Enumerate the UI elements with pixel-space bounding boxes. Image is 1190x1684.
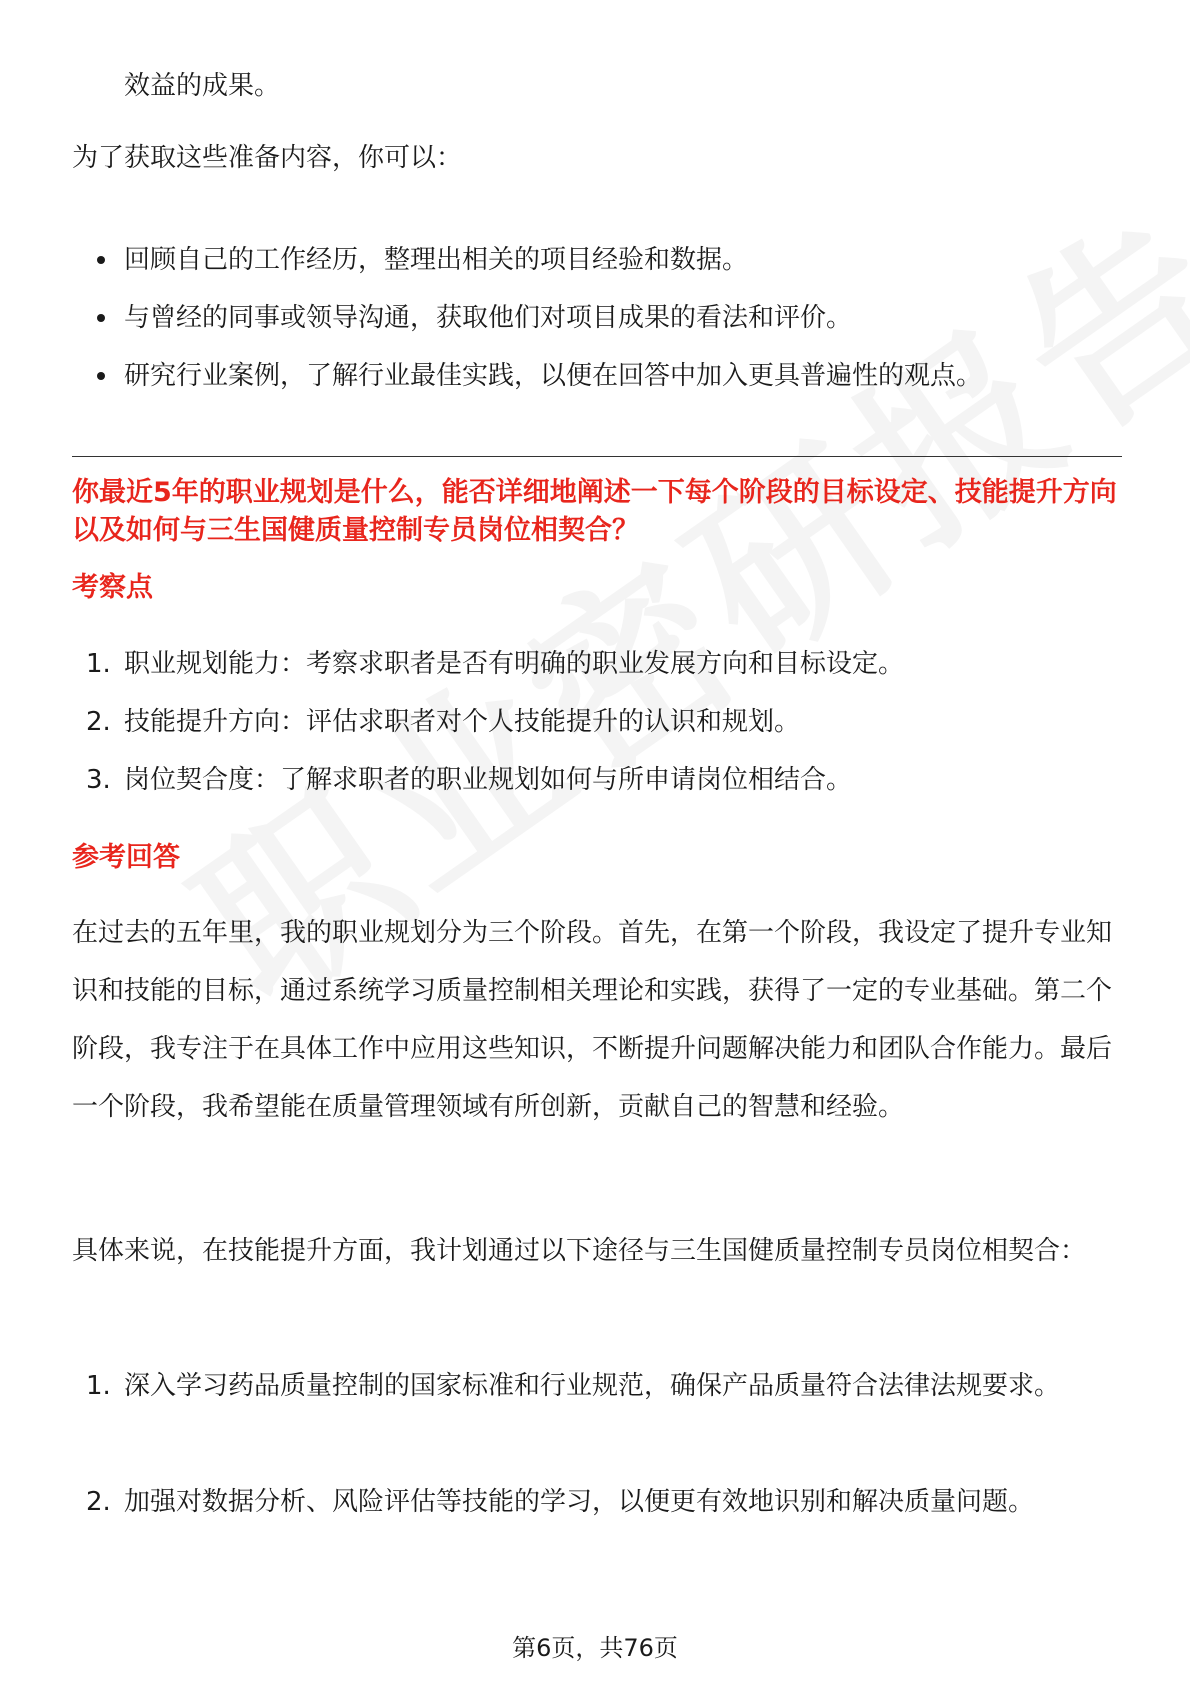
page-footer: 第6页，共76页 — [512, 1634, 678, 1662]
point-item: 岗位契合度：了解求职者的职业规划如何与所申请岗位相结合。 — [124, 765, 853, 795]
list-number: 3. — [86, 765, 111, 795]
question-heading: 你最近5年的职业规划是什么，能否详细地阐述一下每个阶段的目标设定、技能提升方向以及如何与三生国健质量控制专员岗位相契合？ — [72, 477, 1117, 546]
bullet-dot — [97, 256, 105, 264]
bullet-dot — [97, 314, 105, 322]
answer-item: 加强对数据分析、风险评估等技能的学习，以便更有效地识别和解决质量问题。 — [124, 1487, 1035, 1517]
prep-item: 与曾经的同事或领导沟通，获取他们对项目成果的看法和评价。 — [124, 303, 853, 333]
bullet-dot — [97, 372, 105, 380]
answer-item: 深入学习药品质量控制的国家标准和行业规范，确保产品质量符合法律法规要求。 — [124, 1371, 1061, 1401]
point-item: 技能提升方向：评估求职者对个人技能提升的认识和规划。 — [124, 707, 801, 737]
prep-intro: 为了获取这些准备内容，你可以： — [72, 143, 463, 173]
section-title-answer: 参考回答 — [72, 842, 180, 873]
divider — [72, 456, 1122, 457]
point-item: 职业规划能力：考察求职者是否有明确的职业发展方向和目标设定。 — [124, 649, 905, 679]
answer-paragraph-1: 在过去的五年里，我的职业规划分为三个阶段。首先，在第一个阶段，我设定了提升专业知识和技能的目标，通过系统学习质量控制相关理论和实践，获得了一定的专业基础。第二个阶段，我专注于在具体工作中应用这些知识，不断提升问题解决能力和团队合作能力。最后一个阶段，我希望能在质量管理领域有所创新，贡献自己的智慧和经验。 — [72, 918, 1113, 1122]
list-number: 1. — [86, 649, 111, 679]
list-number: 2. — [86, 707, 111, 737]
prep-item: 回顾自己的工作经历，整理出相关的项目经验和数据。 — [124, 245, 749, 275]
prep-item: 研究行业案例，了解行业最佳实践，以便在回答中加入更具普遍性的观点。 — [124, 361, 983, 391]
section-title-points: 考察点 — [72, 572, 153, 603]
answer-paragraph-2: 具体来说，在技能提升方面，我计划通过以下途径与三生国健质量控制专员岗位相契合： — [72, 1236, 1087, 1266]
continuation-text: 效益的成果。 — [124, 71, 281, 101]
list-number: 2. — [86, 1487, 111, 1517]
list-number: 1. — [86, 1371, 111, 1401]
